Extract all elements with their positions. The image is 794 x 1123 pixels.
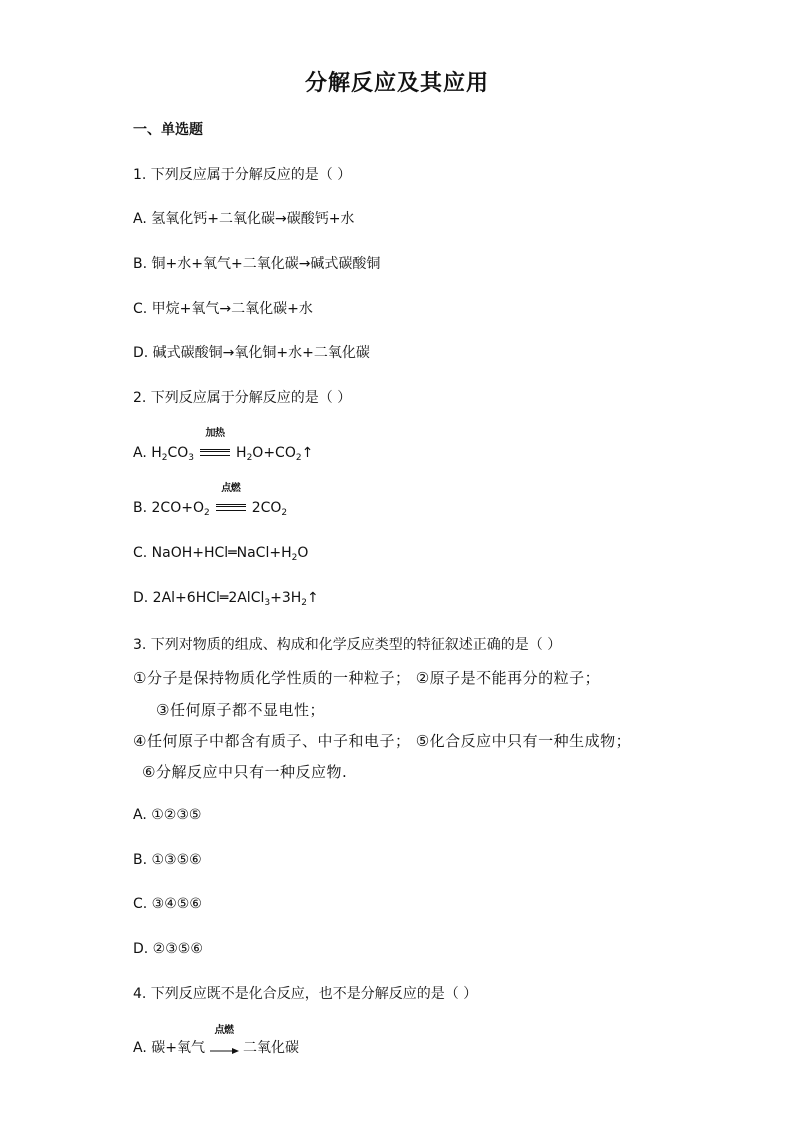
q1-option-b: B. 铜+水+氧气+二氧化碳→碱式碳酸铜 [133, 256, 381, 272]
q2-option-b [133, 483, 288, 518]
q2b-text: B. 2CO+O [133, 500, 204, 516]
equals-sign-icon [200, 449, 230, 456]
q1-option-c: C. 甲烷+氧气→二氧化碳+水 [133, 301, 313, 317]
q4a-text: 二氧化碳 [242, 1040, 299, 1056]
arrow-right-icon [206, 1038, 242, 1058]
q2b-sub: 2 [203, 508, 210, 518]
q2a-text: H [236, 445, 247, 461]
q2-option-d [133, 588, 319, 608]
q4a-text: A. 碳+氧气 [133, 1040, 205, 1056]
q2c-text: C. NaOH+HCl═NaCl+H [133, 545, 292, 561]
q3-option-b: B. ①③⑤⑥ [133, 852, 202, 868]
q3-option-a: A. ①②③⑤ [133, 807, 202, 823]
q2b-text: 2CO [251, 500, 282, 516]
q2d-text: D. 2Al+6HCl═2AlCl [133, 590, 265, 606]
q2c-sub: 2 [291, 553, 298, 563]
reaction-condition [214, 483, 248, 518]
q3-option-d: D. ②③⑤⑥ [133, 941, 203, 957]
q4-option-a [133, 1025, 299, 1058]
q2-stem: 2. 下列反应属于分解反应的是（ ） [133, 390, 352, 406]
condition-label: 加热 [205, 428, 225, 439]
q2a-sub: 2 [295, 453, 302, 463]
q2a-sub: 2 [246, 453, 253, 463]
q2a-sub: 3 [188, 453, 195, 463]
q2d-sub: 3 [264, 598, 271, 608]
q3-statement-line-2: ③任何原子都不显电性； [156, 701, 325, 719]
reaction-condition [198, 428, 232, 463]
condition-label: 点燃 [214, 1025, 234, 1036]
q2a-text: A. H [133, 445, 162, 461]
q2d-text: +3H [270, 590, 302, 606]
q2d-sub: 2 [301, 598, 307, 608]
document-title: 分解反应及其应用 [304, 70, 489, 96]
q3-statement-line-3: ④任何原子中都含有质子、中子和电子； ⑤化合反应中只有一种生成物； [133, 732, 632, 750]
q3-statement-line-4: ⑥分解反应中只有一种反应物. [142, 763, 348, 781]
q2-option-a [133, 428, 314, 463]
q3-option-c: C. ③④⑤⑥ [133, 896, 202, 912]
q1-option-a: A. 氢氧化钙+二氧化碳→碳酸钙+水 [133, 211, 355, 227]
q1-stem: 1. 下列反应属于分解反应的是（ ） [133, 167, 352, 183]
section-heading: 一、单选题 [133, 122, 203, 138]
gas-arrow-icon: ↑ [301, 445, 314, 461]
reaction-condition [206, 1025, 242, 1058]
equals-sign-icon [216, 504, 246, 511]
condition-label: 点燃 [221, 483, 241, 494]
q2a-text: CO [167, 445, 189, 461]
gas-arrow-icon: ↑ [307, 590, 319, 606]
q4-stem: 4. 下列反应既不是化合反应，也不是分解反应的是（ ） [133, 986, 478, 1002]
q2a-text: O+CO [252, 445, 296, 461]
q1-option-d: D. 碱式碳酸铜→氧化铜+水+二氧化碳 [133, 345, 370, 361]
q3-stem: 3. 下列对物质的组成、构成和化学反应类型的特征叙述正确的是（ ） [133, 637, 562, 653]
q2a-sub: 2 [161, 453, 168, 463]
q3-statement-line-1: ①分子是保持物质化学性质的一种粒子； ②原子是不能再分的粒子； [133, 669, 601, 687]
q2c-text: O [297, 545, 309, 561]
q2b-sub: 2 [281, 508, 288, 518]
q2-option-c [133, 543, 308, 563]
